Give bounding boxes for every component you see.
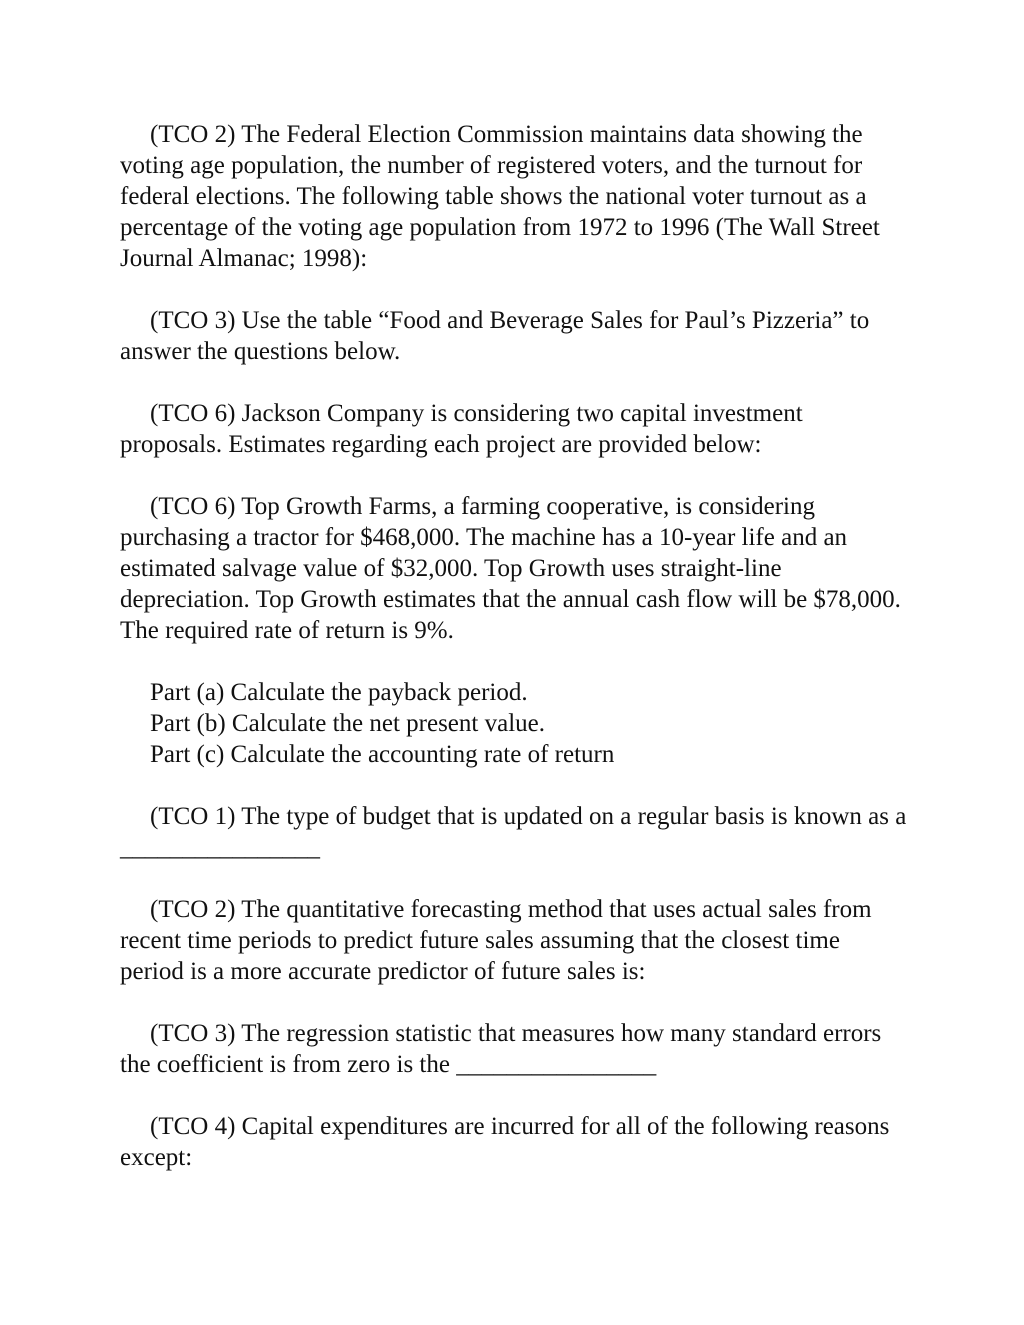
question-tco6-top-growth-farms: (TCO 6) Top Growth Farms, a farming cooperative, is considering purchasing a tractor for $468,000. The machine has a 10-year life and an estimated salvage value of $32,000. Top Growth uses straight-line depreciation. Top Growth estimates that the annual cash flow will be $78,000. The required rate of return is 9%.	[120, 493, 901, 644]
part-c-accounting-rate-of-return: Part (c) Calculate the accounting rate of return	[150, 741, 615, 768]
part-a-payback-period: Part (a) Calculate the payback period.	[150, 679, 528, 706]
question-tco3-regression-statistic: (TCO 3) The regression statistic that measures how many standard errors the coefficient is from zero is the ________________	[120, 1020, 882, 1078]
part-b-net-present-value: Part (b) Calculate the net present value.	[150, 710, 545, 737]
question-parts-list	[120, 677, 910, 770]
document-page	[120, 119, 910, 1173]
question-tco2-forecasting-method: (TCO 2) The quantitative forecasting method that uses actual sales from recent time periods to predict future sales assuming that the closest time period is a more accurate predictor of future sales is:	[120, 896, 872, 985]
question-tco3-pizzeria-sales: (TCO 3) Use the table “Food and Beverage Sales for Paul’s Pizzeria” to answer the questions below.	[120, 307, 870, 365]
question-tco1-budget-type: (TCO 1) The type of budget that is updated on a regular basis is known as a ________________	[120, 803, 907, 861]
question-tco2-election-turnout: (TCO 2) The Federal Election Commission maintains data showing the voting age population, the number of registered voters, and the turnout for federal elections. The following table shows the national voter turnout as a percentage of the voting age population from 1972 to 1996 (The Wall Street Journal Almanac; 1998):	[120, 121, 880, 272]
question-tco6-jackson-company: (TCO 6) Jackson Company is considering two capital investment proposals. Estimates regarding each project are provided below:	[120, 400, 803, 458]
question-tco4-capital-expenditures: (TCO 4) Capital expenditures are incurred for all of the following reasons except:	[120, 1113, 890, 1171]
